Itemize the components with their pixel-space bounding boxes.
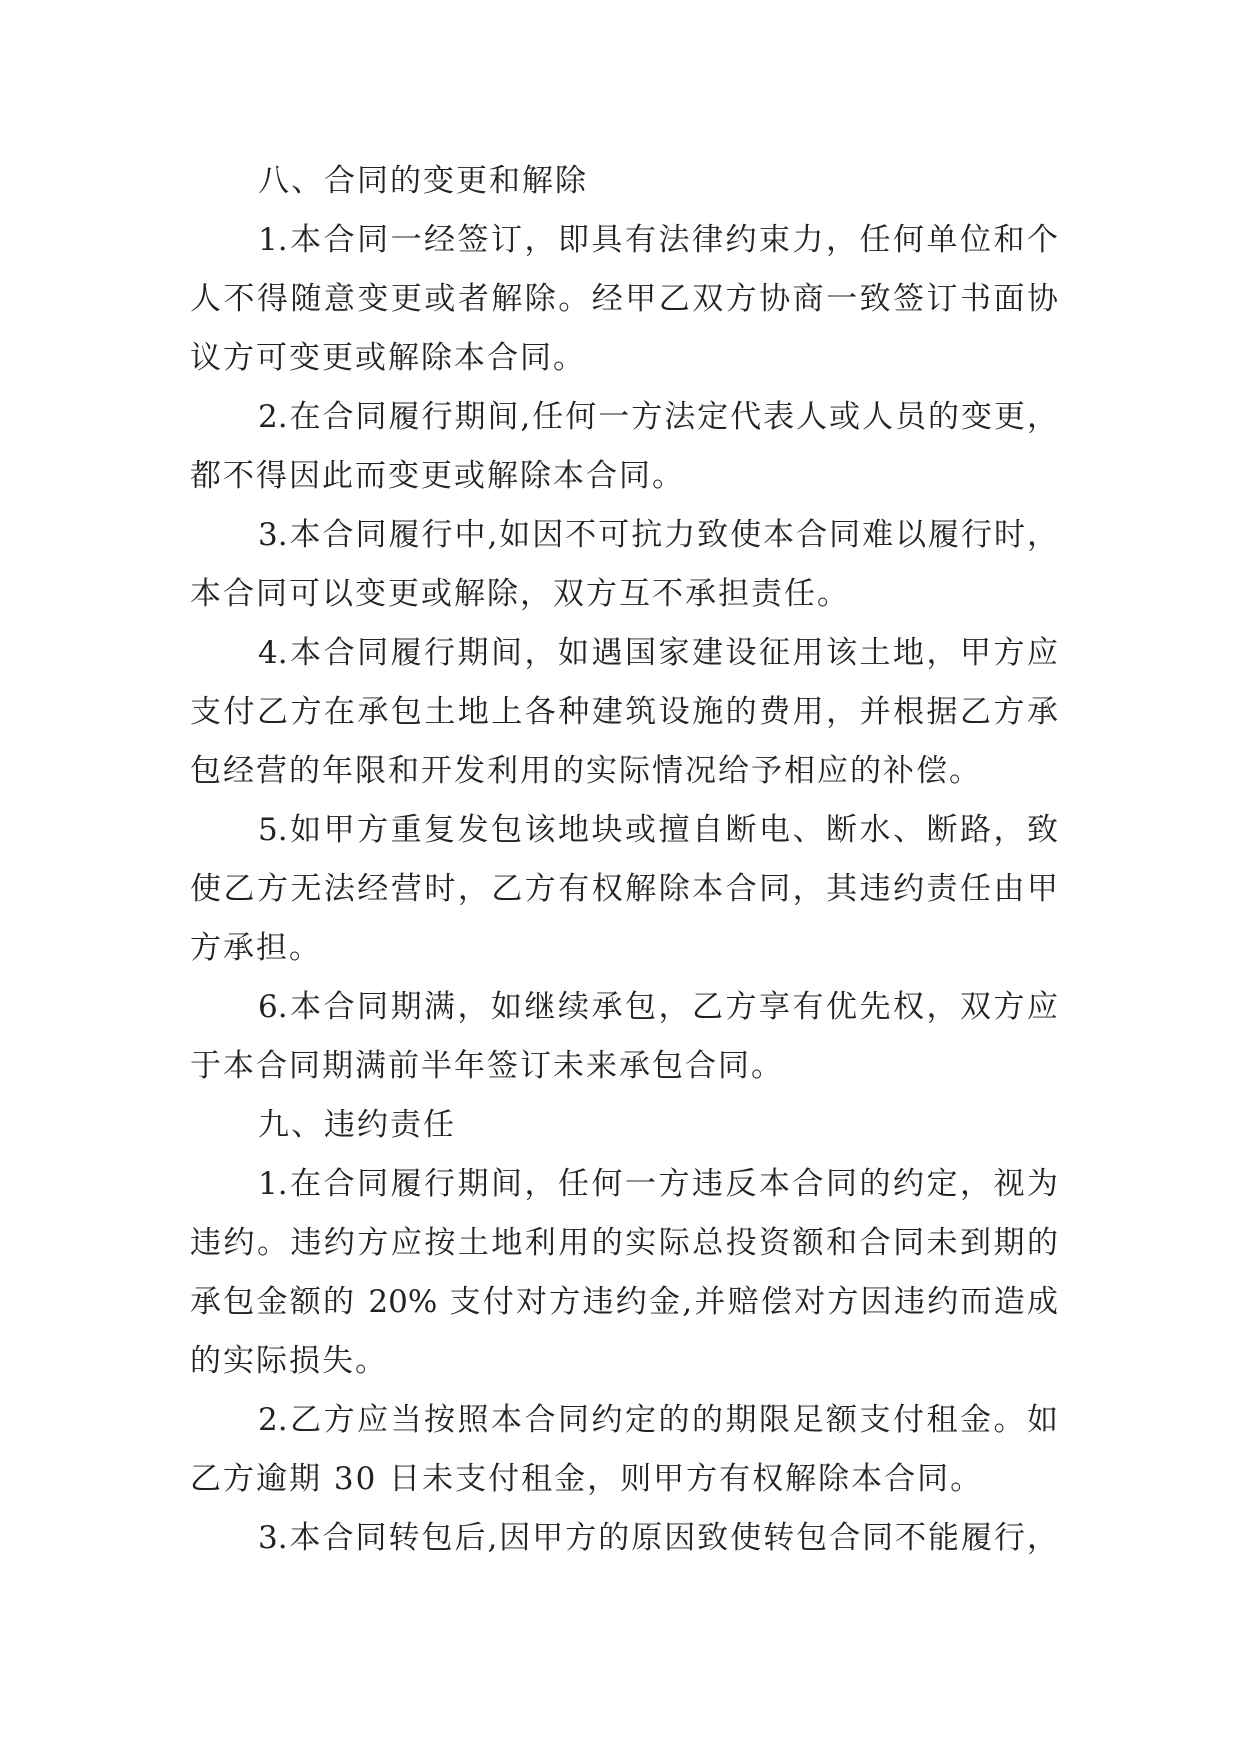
- section-heading-9: 九、违约责任: [258, 1107, 456, 1143]
- text-line: 2.乙方应当按照本合同约定的的期限足额支付租金。如: [258, 1402, 1058, 1438]
- text-line: 4.本合同履行期间，如遇国家建设征用该土地，甲方应: [258, 635, 1058, 671]
- text-line: 违约。违约方应按土地利用的实际总投资额和合同未到期的: [190, 1225, 1058, 1261]
- text-line: 人不得随意变更或者解除。经甲乙双方协商一致签订书面协: [190, 281, 1058, 317]
- text-line: 2.在合同履行期间,任何一方法定代表人或人员的变更，: [258, 399, 1058, 435]
- text-line: 乙方逾期 30 日未支付租金，则甲方有权解除本合同。: [190, 1461, 984, 1497]
- text-line: 1.在合同履行期间，任何一方违反本合同的约定，视为: [258, 1166, 1058, 1202]
- text-line: 都不得因此而变更或解除本合同。: [190, 458, 685, 494]
- text-line: 于本合同期满前半年签订未来承包合同。: [190, 1048, 784, 1084]
- section-heading-8: 八、合同的变更和解除: [258, 163, 588, 199]
- text-line: 本合同可以变更或解除，双方互不承担责任。: [190, 576, 850, 612]
- text-line: 3.本合同转包后,因甲方的原因致使转包合同不能履行，: [258, 1520, 1058, 1556]
- text-line: 包经营的年限和开发利用的实际情况给予相应的补偿。: [190, 753, 982, 789]
- text-line: 1.本合同一经签订，即具有法律约束力，任何单位和个: [258, 222, 1058, 258]
- text-line: 6.本合同期满，如继续承包，乙方享有优先权，双方应: [258, 989, 1058, 1025]
- text-line: 支付乙方在承包土地上各种建筑设施的费用，并根据乙方承: [190, 694, 1058, 730]
- text-line: 使乙方无法经营时，乙方有权解除本合同，其违约责任由甲: [190, 871, 1058, 907]
- text-line: 5.如甲方重复发包该地块或擅自断电、断水、断路，致: [258, 812, 1058, 848]
- document-page: [190, 156, 1058, 1572]
- text-line: 承包金额的 20% 支付对方违约金,并赔偿对方因违约而造成: [190, 1284, 1058, 1320]
- text-line: 3.本合同履行中,如因不可抗力致使本合同难以履行时，: [258, 517, 1058, 553]
- text-line: 的实际损失。: [190, 1343, 388, 1379]
- text-line: 议方可变更或解除本合同。: [190, 340, 586, 376]
- text-line: 方承担。: [190, 930, 322, 966]
